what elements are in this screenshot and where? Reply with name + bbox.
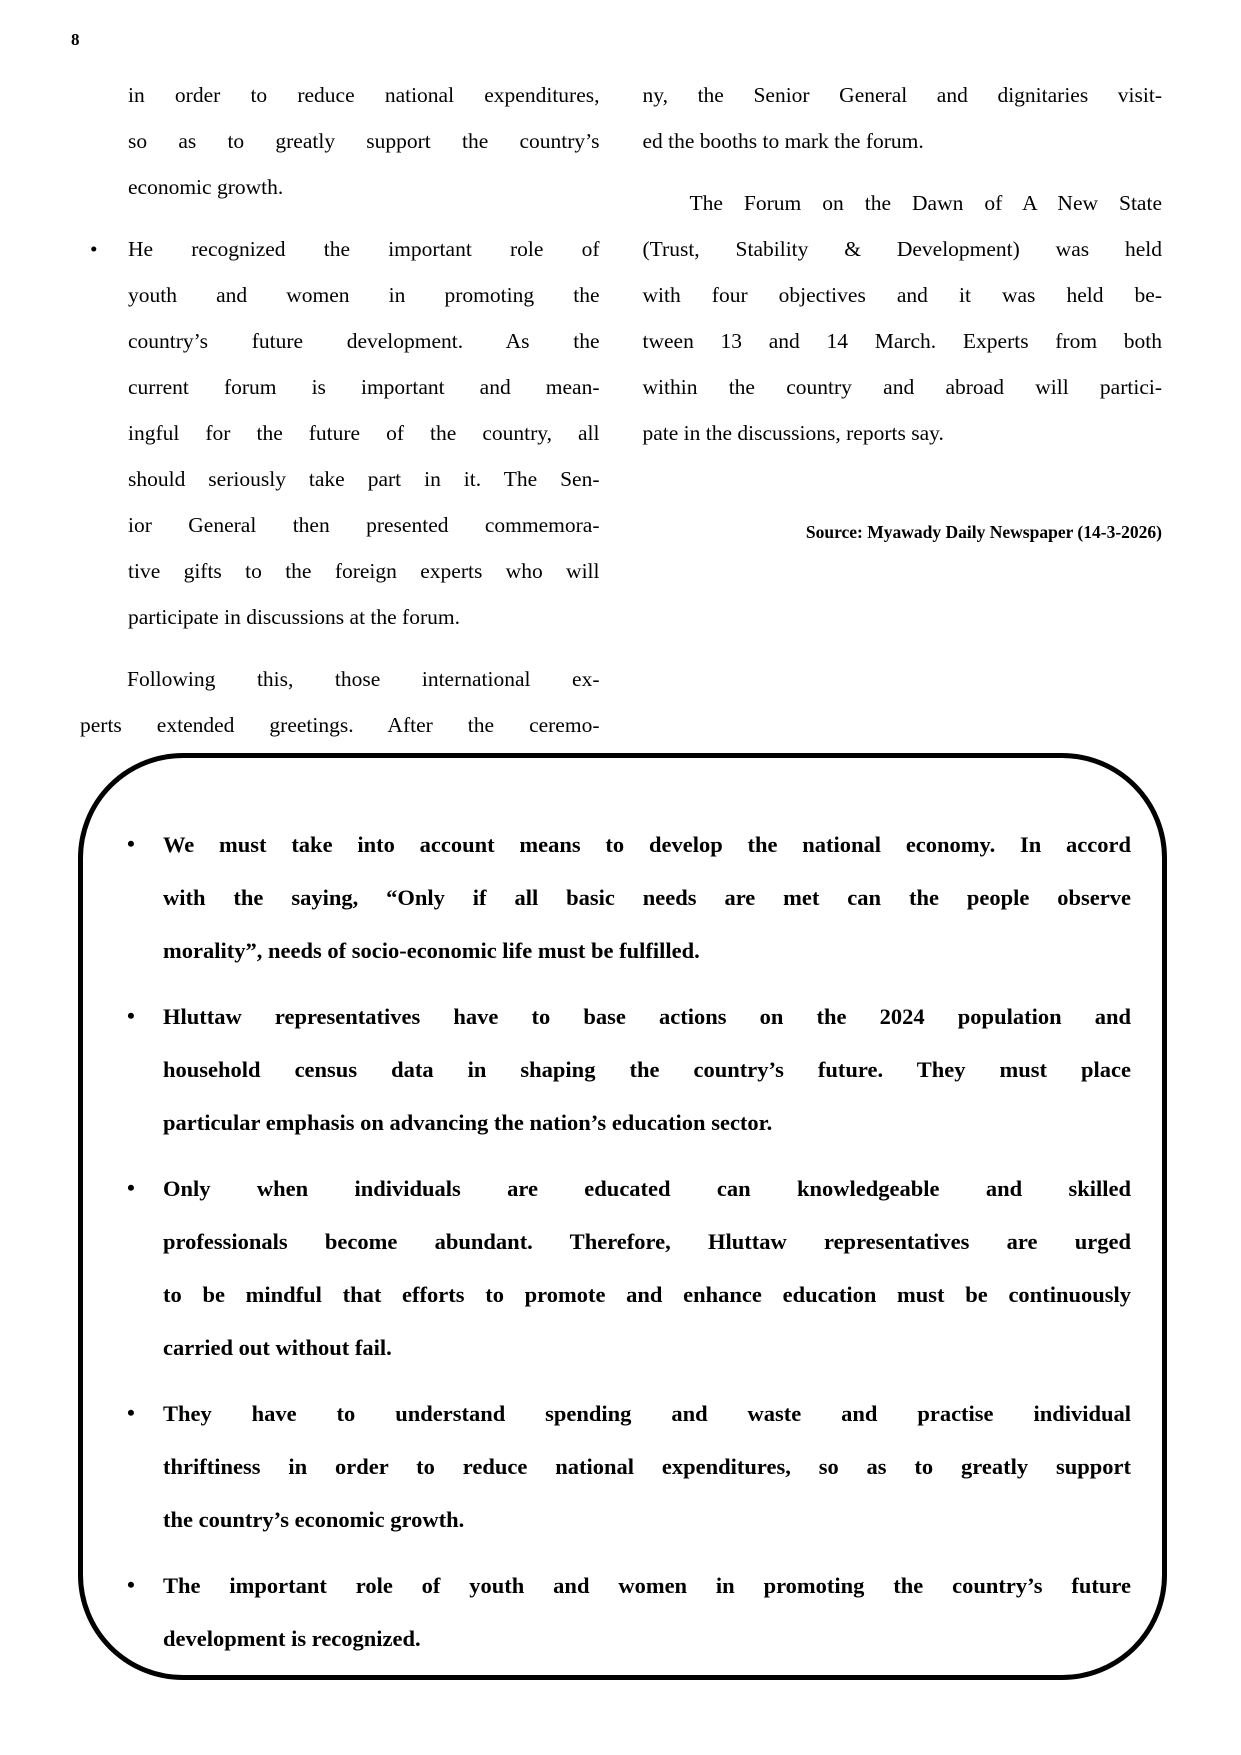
text-line: development is recognized. xyxy=(163,1626,421,1651)
text-line: country’s future development. As the xyxy=(128,329,600,353)
text-line: to be mindful that efforts to promote and enhance education must be continuously xyxy=(163,1282,1131,1307)
text-line: ingful for the future of the country, all xyxy=(128,421,600,445)
highlight-box xyxy=(78,753,1167,1680)
paragraph xyxy=(643,180,1163,456)
text-line: perts extended greetings. After the ceremo- xyxy=(80,713,600,737)
text-line: ed the booths to mark the forum. xyxy=(642,129,924,153)
text-line: within the country and abroad will partici- xyxy=(642,375,1162,399)
bullet-marker-icon: • xyxy=(127,1003,135,1028)
bullet-marker-icon: • xyxy=(127,1400,135,1425)
text-line: in order to reduce national expenditures, xyxy=(128,83,600,107)
bullet-item xyxy=(127,1559,1131,1665)
text-line: ior General then presented commemora- xyxy=(128,513,600,537)
bullet-item xyxy=(127,990,1131,1149)
article-columns xyxy=(80,72,1162,748)
bullet-marker-icon: • xyxy=(127,831,135,856)
text-line: participate in discussions at the forum. xyxy=(128,605,460,629)
text-line: current forum is important and mean- xyxy=(128,375,600,399)
text-line: professionals become abundant. Therefore, Hluttaw representatives are urged xyxy=(163,1229,1131,1254)
paragraph xyxy=(643,72,1163,164)
text-line: pate in the discussions, reports say. xyxy=(642,421,944,445)
paragraph xyxy=(80,656,600,748)
text-line: The Forum on the Dawn of A New State xyxy=(689,191,1162,215)
text-line: Following this, those international ex- xyxy=(127,667,600,691)
text-line: household census data in shaping the country’s future. They must place xyxy=(163,1057,1131,1082)
bullet-marker-icon: • xyxy=(127,1572,135,1597)
text-line: (Trust, Stability & Development) was held xyxy=(642,237,1162,261)
text-line: so as to greatly support the country’s xyxy=(128,129,600,153)
bullet-item xyxy=(90,226,600,640)
text-line: should seriously take part in it. The Sen- xyxy=(128,467,600,491)
paragraph xyxy=(128,72,600,210)
text-line: morality”, needs of socio-economic life must be fulfilled. xyxy=(163,938,700,963)
article-left-column xyxy=(80,72,600,748)
text-line: tive gifts to the foreign experts who will xyxy=(128,559,600,583)
text-line: the country’s economic growth. xyxy=(163,1507,465,1532)
text-line: thriftiness in order to reduce national expenditures, so as to greatly support xyxy=(163,1454,1131,1479)
text-line: youth and women in promoting the xyxy=(128,283,600,307)
text-line: tween 13 and 14 March. Experts from both xyxy=(642,329,1162,353)
text-line: ny, the Senior General and dignitaries visit- xyxy=(642,83,1162,107)
text-line: They have to understand spending and waste and practise individual xyxy=(163,1401,1131,1426)
bullet-item xyxy=(127,818,1131,977)
text-line: He recognized the important role of xyxy=(128,237,600,261)
page-number: 8 xyxy=(71,30,80,49)
text-line: particular emphasis on advancing the nation’s education sector. xyxy=(163,1110,773,1135)
text-line: Hluttaw representatives have to base actions on the 2024 population and xyxy=(163,1004,1131,1029)
text-line: carried out without fail. xyxy=(163,1335,392,1360)
bullet-item xyxy=(127,1162,1131,1374)
text-line: economic growth. xyxy=(128,175,284,199)
bullet-marker-icon: • xyxy=(127,1175,135,1200)
article-right-column xyxy=(643,72,1163,748)
text-line: Only when individuals are educated can knowledgeable and skilled xyxy=(163,1176,1131,1201)
source-line: Source: Myawady Daily Newspaper (14-3-2026) xyxy=(805,522,1162,542)
text-line: with the saying, “Only if all basic needs are met can the people observe xyxy=(163,885,1131,910)
text-line: The important role of youth and women in promoting the country’s future xyxy=(163,1573,1131,1598)
bullet-item xyxy=(127,1387,1131,1546)
bullet-marker-icon: • xyxy=(90,237,98,261)
text-line: We must take into account means to develop the national economy. In accord xyxy=(163,832,1131,857)
text-line: with four objectives and it was held be- xyxy=(642,283,1162,307)
